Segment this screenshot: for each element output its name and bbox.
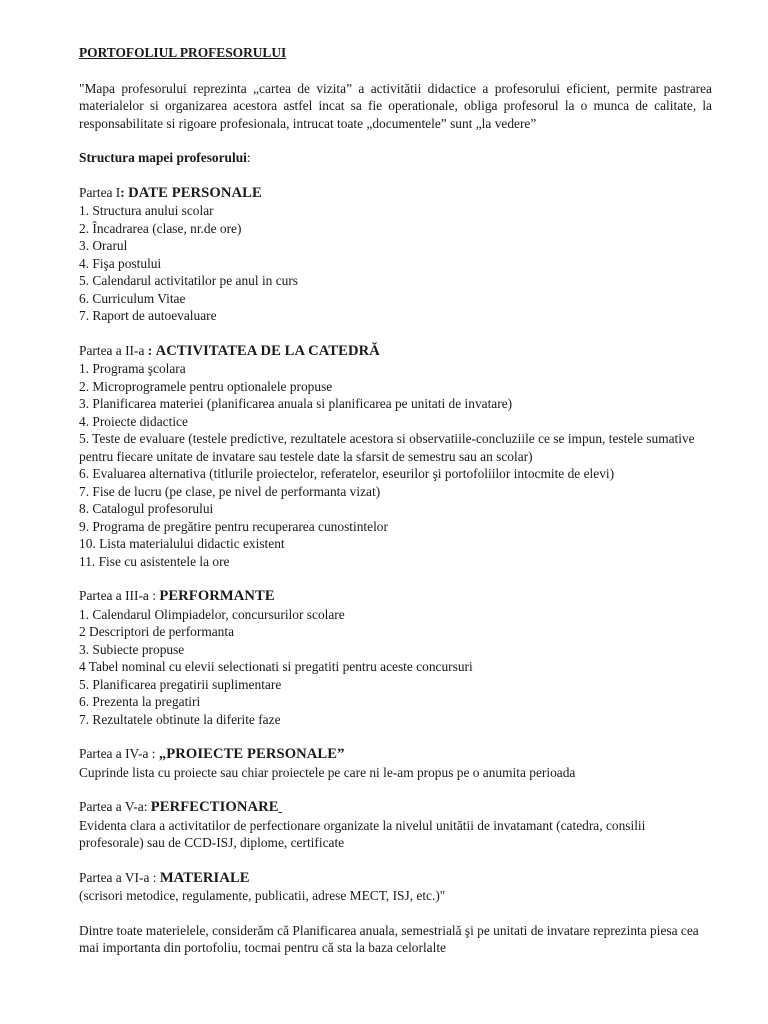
list-item: 5. Teste de evaluare (testele predictive, rezultatele acestora si observatiile-concluziile ce se impun, testele sumative pentru fiecare unitate de invatare sau testele date la sfarsit de semestru sau an scolar) bbox=[79, 431, 695, 464]
structure-label: Structura mapei profesorului bbox=[79, 150, 247, 165]
section-description: Cuprinde lista cu proiecte sau chiar proiectele pe care ni le-am propus pe o anumita perioada bbox=[79, 764, 576, 780]
document-title: PORTOFOLIUL PROFESORULUI bbox=[79, 45, 287, 60]
list-item: 9. Programa de pregătire pentru recuperarea cunostintelor bbox=[79, 518, 388, 534]
section-heading bbox=[79, 587, 712, 606]
list-item: 6. Evaluarea alternativa (titlurile proiectelor, referatelor, eseurilor şi portofoliilor intocmite de elevi) bbox=[79, 466, 615, 481]
section-prefix: Partea a V-a bbox=[79, 799, 144, 814]
section-title: PERFECTIONARE bbox=[150, 799, 279, 815]
section-2 bbox=[79, 342, 712, 571]
section-4 bbox=[79, 745, 712, 781]
section-heading bbox=[79, 184, 712, 203]
list-item: 3. Planificarea materiei (planificarea anuala si planificarea pe unitati de invatare) bbox=[79, 396, 513, 411]
list-item: 7. Fise de lucru (pe clase, pe nivel de performanta vizat) bbox=[79, 483, 381, 499]
section-5 bbox=[79, 798, 712, 852]
list-item: 11. Fise cu asistentele la ore bbox=[79, 553, 230, 569]
list-item: 3. Orarul bbox=[79, 238, 128, 253]
list-item: 5. Planificarea pregatirii suplimentare bbox=[79, 676, 282, 692]
list-item: 8. Catalogul profesorului bbox=[79, 501, 214, 516]
section-prefix: Partea a III-a bbox=[79, 588, 149, 603]
section-separator: : bbox=[149, 869, 160, 885]
section-heading bbox=[79, 869, 712, 888]
section-heading bbox=[79, 745, 712, 764]
section-list bbox=[79, 202, 712, 325]
list-item: 1. Calendarul Olimpiadelor, concursurilor scolare bbox=[79, 606, 345, 622]
list-item: 1. Programa şcolara bbox=[79, 361, 186, 376]
list-item: 7. Raport de autoevaluare bbox=[79, 308, 217, 323]
list-item: 7. Rezultatele obtinute la diferite faze bbox=[79, 711, 281, 727]
section-3 bbox=[79, 587, 712, 728]
structure-suffix: : bbox=[246, 150, 251, 165]
closing-paragraph: Dintre toate materielele, considerăm că Planificarea anuala, semestrială şi pe unitati de invatare reprezinta piesa cea mai importanta din portofoliu, tocmai pentru că sta la baza celorlalte bbox=[79, 922, 699, 955]
list-item: 2. Microprogramele pentru optionalele propuse bbox=[79, 378, 333, 394]
structure-heading bbox=[79, 149, 712, 167]
list-item: 6. Prezenta la pregatiri bbox=[79, 694, 201, 709]
section-description: (scrisori metodice, regulamente, publicatii, adrese MECT, ISJ, etc.)" bbox=[79, 888, 446, 903]
section-title: „PROIECTE PERSONALE” bbox=[158, 746, 345, 762]
list-item: 5. Calendarul activitatilor pe anul in curs bbox=[79, 273, 299, 288]
section-separator: : bbox=[144, 342, 156, 358]
list-item: 4. Proiecte didactice bbox=[79, 413, 188, 429]
intro-paragraph: "Mapa profesorului reprezinta „cartea de vizita” a activitătii didactice a profesorului eficient, permite pastrarea materialelor si organizarea acestora astfel incat sa fie operationale, obliga profesorul la o munca de calitate, la responsabilitate si rigoare profesionala, intrucat toate „documentele” sunt „la vedere” bbox=[79, 80, 712, 131]
section-heading bbox=[79, 342, 712, 361]
section-title: DATE PERSONALE bbox=[128, 184, 262, 201]
section-separator: : bbox=[148, 588, 160, 603]
list-item: 10. Lista materialului didactic existent bbox=[79, 536, 285, 551]
section-description: Evidenta clara a activitatilor de perfectionare organizate la nivelul unitătii de invatamant (catedra, consilii profesorale) sau de CCD-ISJ, diplome, certificate bbox=[79, 817, 646, 850]
section-prefix: Partea a IV-a bbox=[79, 746, 149, 761]
list-item: 6. Curriculum Vitae bbox=[79, 290, 186, 306]
heading-underline-tail bbox=[279, 799, 282, 814]
section-separator: : bbox=[120, 184, 129, 200]
section-1 bbox=[79, 184, 712, 325]
section-list bbox=[79, 360, 712, 570]
section-prefix: Partea I bbox=[79, 184, 121, 200]
section-list bbox=[79, 606, 712, 729]
list-item: 1. Structura anului scolar bbox=[79, 203, 214, 218]
section-title: PERFORMANTE bbox=[159, 588, 275, 604]
section-separator: : bbox=[143, 799, 151, 814]
section-title: MATERIALE bbox=[159, 869, 250, 886]
section-separator: : bbox=[148, 746, 159, 761]
list-item: 4. Fişa postului bbox=[79, 255, 162, 271]
section-heading bbox=[79, 798, 712, 817]
list-item: 2 Descriptori de performanta bbox=[79, 624, 235, 639]
section-prefix: Partea a II-a bbox=[79, 342, 145, 358]
list-item: 4 Tabel nominal cu elevii selectionati si pregatiti pentru aceste concursuri bbox=[79, 659, 473, 674]
section-prefix: Partea a VI-a bbox=[79, 869, 150, 885]
section-6 bbox=[79, 869, 712, 905]
list-item: 2. Încadrarea (clase, nr.de ore) bbox=[79, 220, 242, 236]
section-title: ACTIVITATEA DE LA CATEDRĂ bbox=[155, 342, 380, 359]
list-item: 3. Subiecte propuse bbox=[79, 641, 185, 657]
